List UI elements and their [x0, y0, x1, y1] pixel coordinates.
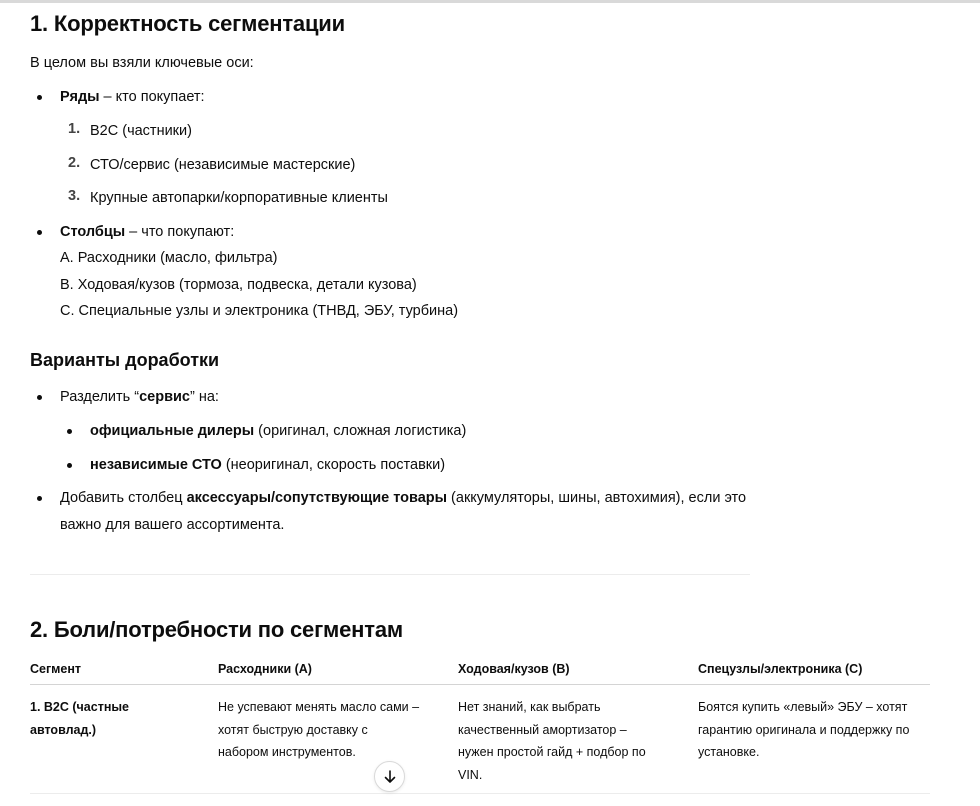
sub-bullet-dot	[67, 463, 72, 468]
sub-item-desc: (неоригинал, скорость поставки)	[221, 457, 446, 473]
section-divider	[30, 574, 750, 575]
add-pre: Добавить столбец	[60, 490, 187, 506]
cell-line: гарантию оригинала и поддержку по	[698, 722, 910, 737]
table-cell-segment	[30, 696, 200, 741]
table-header-divider	[30, 684, 930, 685]
split-pre: Разделить “	[60, 389, 140, 405]
list-number: 2.	[68, 155, 81, 171]
cell-line: хотят быструю доставку с	[218, 722, 368, 737]
cell-line: автовлад.)	[30, 722, 97, 737]
add-bold: аксессуары/сопутствующие товары	[186, 490, 448, 506]
list-item: Крупные автопарки/корпоративные клиенты	[90, 190, 388, 206]
section-heading-pains: 2. Боли/потребности по сегментам	[30, 617, 403, 642]
cols-label: Столбцы	[60, 224, 126, 240]
cell-line: установке.	[698, 745, 760, 759]
bullet-dot	[37, 496, 42, 501]
table-header-chassis: Ходовая/кузов (B)	[458, 662, 570, 676]
table-cell-electronics	[698, 696, 930, 764]
scroll-to-bottom-button[interactable]	[374, 761, 405, 792]
split-bold: сервис	[139, 389, 190, 405]
column-option: A. Расходники (масло, фильтра)	[60, 250, 278, 266]
table-header-segment: Сегмент	[30, 662, 82, 676]
cell-line: Не успевают менять масло сами –	[218, 700, 420, 714]
table-cell-chassis	[458, 696, 683, 786]
add-column-item-line2: важно для вашего ассортимента.	[60, 517, 285, 533]
list-item: B2C (частники)	[90, 123, 192, 139]
sub-item-bold: официальные дилеры	[90, 423, 255, 439]
cell-line: качественный амортизатор –	[458, 722, 627, 737]
bullet-dot	[37, 95, 42, 100]
top-divider	[0, 0, 980, 3]
cell-line: нужен простой гайд + подбор по	[458, 745, 646, 759]
split-post: ” на:	[189, 389, 219, 405]
cell-line: Боятся купить «левый» ЭБУ – хотят	[698, 700, 908, 714]
sub-item-bold: независимые СТО	[90, 457, 222, 473]
bullet-dot	[37, 230, 42, 235]
add-rest: (аккумуляторы, шины, автохимия), если это	[447, 490, 747, 506]
list-item: СТО/сервис (независимые мастерские)	[90, 157, 356, 173]
cols-item	[60, 222, 234, 242]
column-option: B. Ходовая/кузов (тормоза, подвеска, детали кузова)	[60, 277, 417, 293]
bullet-dot	[37, 395, 42, 400]
table-header-electronics: Спецузлы/электроника (C)	[698, 662, 863, 676]
split-item	[60, 387, 219, 407]
list-number: 1.	[68, 121, 81, 137]
cell-line: 1. B2C (частные	[30, 700, 129, 714]
sub-bullet-dot	[67, 429, 72, 434]
rows-desc: – кто покупает:	[99, 89, 205, 105]
variants-heading: Варианты доработки	[30, 350, 220, 370]
table-row-divider	[30, 793, 930, 794]
add-column-item	[60, 488, 746, 508]
cell-line: Нет знаний, как выбрать	[458, 700, 601, 714]
list-number: 3.	[68, 188, 81, 204]
rows-label: Ряды	[60, 89, 100, 105]
section-heading-correctness: 1. Корректность сегментации	[30, 11, 345, 36]
sub-item-desc: (оригинал, сложная логистика)	[254, 423, 467, 439]
table-cell-consumables	[218, 696, 443, 764]
cell-line: VIN.	[458, 767, 483, 782]
sub-item-dealers	[90, 421, 466, 441]
arrow-down-icon	[382, 769, 398, 785]
column-option: C. Специальные узлы и электроника (ТНВД, ЭБУ, турбина)	[60, 303, 459, 319]
rows-item	[60, 87, 205, 107]
cell-line: набором инструментов.	[218, 745, 356, 759]
sub-item-independent	[90, 455, 445, 475]
intro-text: В целом вы взяли ключевые оси:	[30, 55, 254, 71]
cols-desc: – что покупают:	[125, 224, 235, 240]
table-header-consumables: Расходники (A)	[218, 662, 312, 676]
